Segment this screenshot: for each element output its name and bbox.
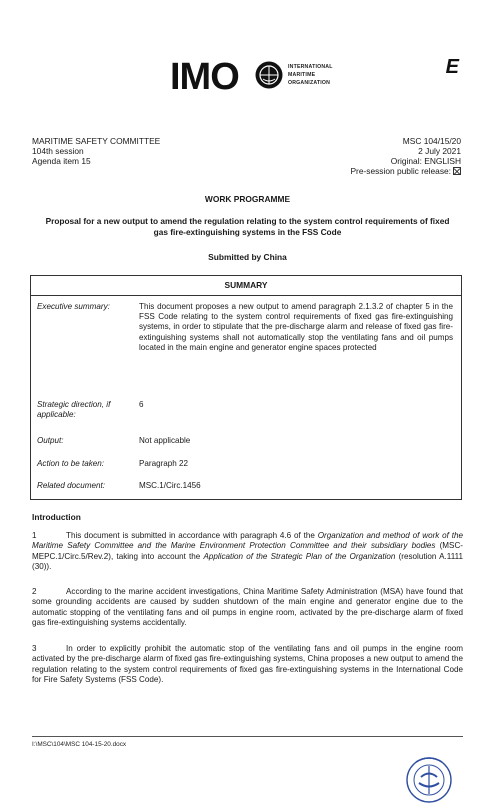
summary-value: This document proposes a new output to amend paragraph 2.1.3.2 of chapter 5 in the FSS Code relating to the system control requirements of fixed gas fire-extinguishing systems, in order to stipulate that the pre-discharge alarm and release of fixed gas fire-extinguishing systems shall not automatically stop the ventilating fans and oil pumps located in the main engine and generator engine spaces protected [139,302,453,352]
summary-label: Action to be taken: [37,459,105,468]
original-language: Original: ENGLISH [390,156,461,166]
session: 104th session [32,146,84,156]
logo-wordmark: IMO [170,56,239,98]
language-letter: E [445,56,459,78]
summary-value: MSC.1/Circ.1456 [139,481,201,490]
summary-value: Not applicable [139,436,191,445]
document-symbol: MSC 104/15/20 [402,136,461,146]
paragraph-3: 3 In order to explicitly prohibit the automatic stop of the ventilating fans and oil pumps in the engine room activated by the pre-discharge alarm of fixed gas fire-extinguishing systems, China proposes a new output to amend the regulation relating to the system control requirements of fixed gas fire-extinguishing systems in the International Code for Fire Safety Systems (FSS Code). [32,644,463,685]
release-checkbox-icon [453,167,461,175]
summary-table [30,275,462,500]
paragraph-2: 2 According to the marine accident investigations, China Maritime Safety Administration (MSA) have found that some grounding accidents are caused by sudden shutdown of the main engine and generator engine due to the automatic stopping of the ventilating fans and oil pumps in engine room, activated by the pre-discharge alarm of fixed gas fire-extinguishing systems accidentally. [32,587,463,628]
document-title: Proposal for a new output to amend the regulation relating to the system control requirements of fixed gas fire-extinguishing systems in the FSS Code [45,216,450,237]
summary-label: Output: [37,436,64,445]
submitted-by: Submitted by China [208,252,287,262]
footer-divider [32,736,463,737]
footer-file-path: I:\MSC\104\MSC 104-15-20.docx [32,741,127,748]
document-date: 2 July 2021 [418,146,461,156]
summary-label: Strategic direction, if applicable: [37,400,111,420]
logo-text: INTERNATIONAL MARITIME ORGANIZATION [288,64,333,86]
summary-value: 6 [139,400,144,409]
committee-name: MARITIME SAFETY COMMITTEE [32,136,161,146]
committee-info [32,136,160,166]
imo-logo [170,56,345,98]
summary-label: Executive summary: [37,302,110,311]
paragraph-1: 1 This document is submitted in accordance with paragraph 4.6 of the Organization and method of work of the Maritime Safety Committee and the Marine Environment Protection Committee and their subsidiary bodies (MSC-MEPC.1/Circ.5/Rev.2), taking into account the Application of the Strategic Plan of the Organization (resolution A.1111 (30)). [32,531,463,572]
agenda-item: Agenda item 15 [32,156,91,166]
summary-value: Paragraph 22 [139,459,189,468]
imo-emblem-icon [254,60,284,90]
summary-heading: SUMMARY [31,276,461,296]
introduction-heading: Introduction [32,512,81,522]
public-release: Pre-session public release: [350,166,461,176]
section-heading: WORK PROGRAMME [204,194,291,204]
summary-label: Related document: [37,481,105,490]
document-info [350,136,461,176]
anniversary-seal-icon [402,752,456,806]
